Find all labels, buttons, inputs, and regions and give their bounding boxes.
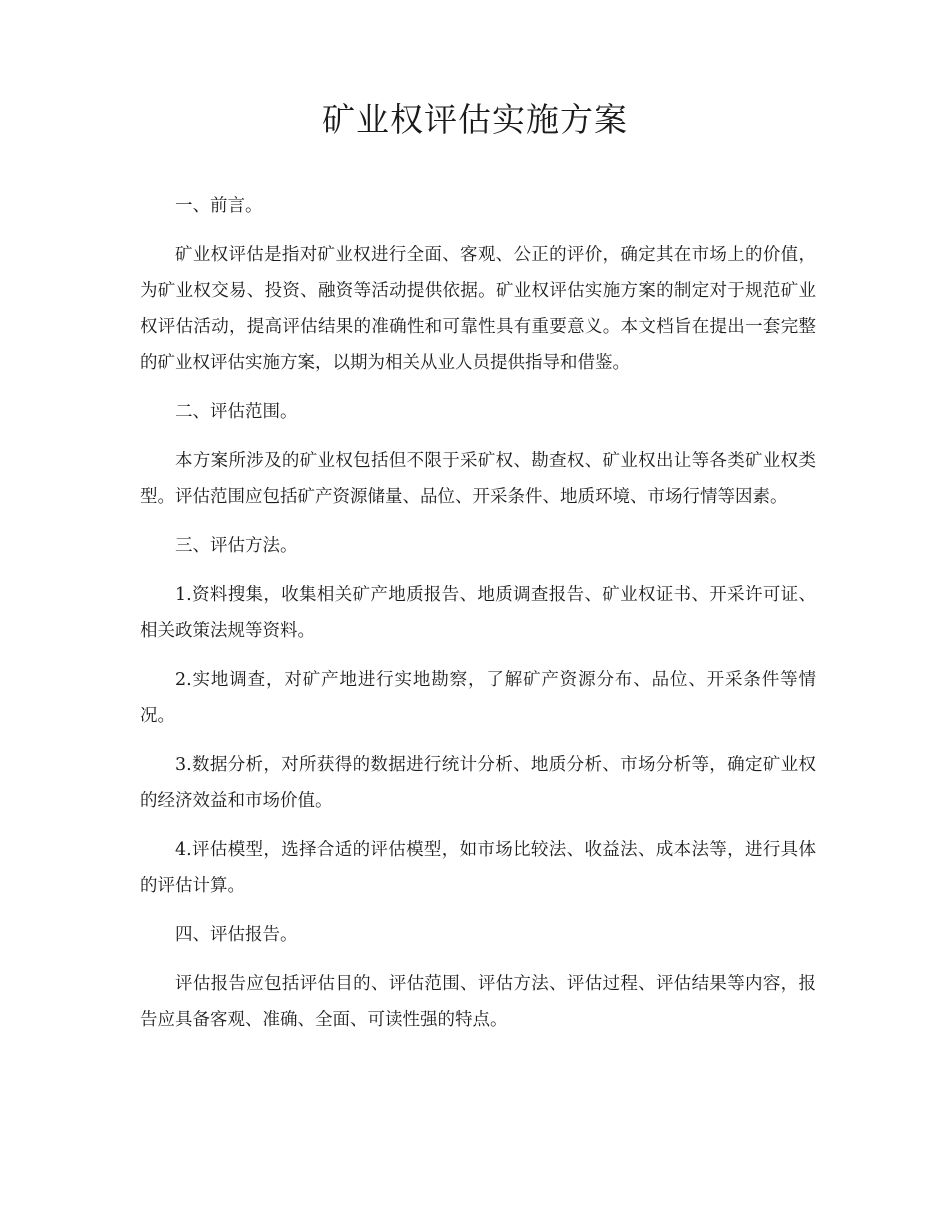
section-scope [140,394,816,515]
list-item: 2.实地调查，对矿产地进行实地勘察，了解矿产资源分布、品位、开采条件等情况。 [140,670,816,726]
paragraph: 本方案所涉及的矿业权包括但不限于采矿权、勘查权、矿业权出让等各类矿业权类型。评估范围应包括矿产资源储量、品位、开采条件、地质环境、市场行情等因素。 [140,451,816,507]
section-heading: 四、评估报告。 [175,925,298,945]
section-methods [140,528,816,904]
list-item: 1.资料搜集，收集相关矿产地质报告、地质调查报告、矿业权证书、开采许可证、相关政策法规等资料。 [140,585,816,641]
section-heading: 三、评估方法。 [175,536,298,556]
section-report [140,917,816,1038]
section-heading: 一、前言。 [175,196,263,216]
paragraph: 评估报告应包括评估目的、评估范围、评估方法、评估过程、评估结果等内容，报告应具备客观、准确、全面、可读性强的特点。 [140,974,816,1030]
list-item: 4.评估模型，选择合适的评估模型，如市场比较法、收益法、成本法等，进行具体的评估计算。 [140,840,816,896]
section-heading: 二、评估范围。 [175,402,298,422]
section-preface [140,188,816,381]
list-item: 3.数据分析，对所获得的数据进行统计分析、地质分析、市场分析等，确定矿业权的经济效益和市场价值。 [140,755,816,811]
paragraph: 矿业权评估是指对矿业权进行全面、客观、公正的评价，确定其在市场上的价值，为矿业权交易、投资、融资等活动提供依据。矿业权评估实施方案的制定对于规范矿业权评估活动，提高评估结果的准确性和可靠性具有重要意义。本文档旨在提出一套完整的矿业权评估实施方案，以期为相关从业人员提供指导和借鉴。 [140,245,816,373]
document-title: 矿业权评估实施方案 [322,100,628,139]
document-body [140,188,816,1051]
